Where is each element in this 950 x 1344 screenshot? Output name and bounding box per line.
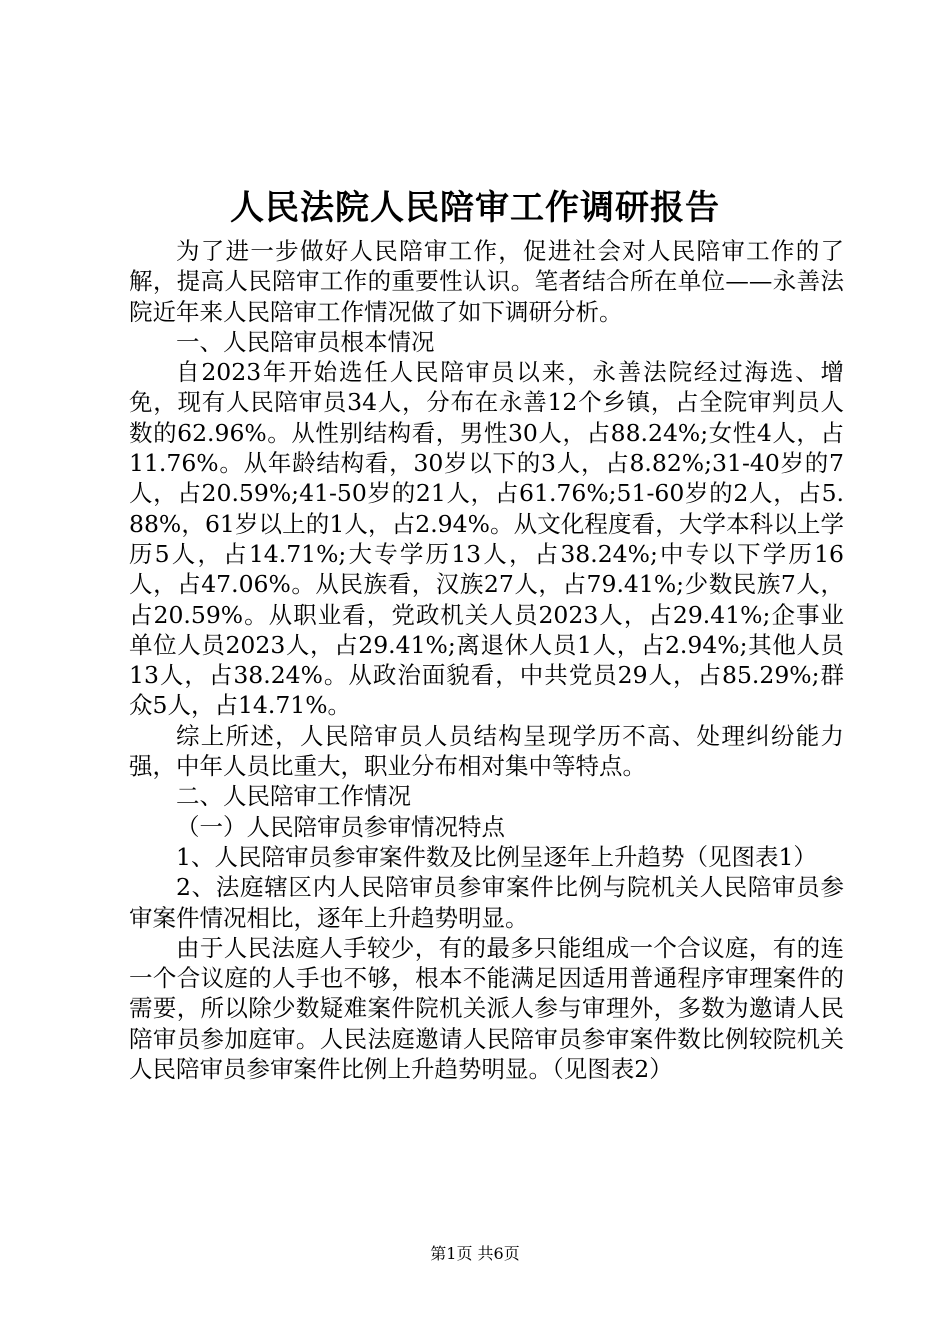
document-title: 人民法院人民陪审工作调研报告 [230,188,720,228]
intro-paragraph: 为了进一步做好人民陪审工作，促进社会对人民陪审工作的了解，提高人民陪审工作的重要性认识。笔者结合所在单位——永善法院近年来人民陪审工作情况做了如下调研分析。 [129,237,844,326]
point-1-paragraph: 1、人民陪审员参审案件数及比例呈逐年上升趋势（见图表1） [176,842,817,871]
court-staffing-paragraph: 由于人民法庭人手较少，有的最多只能组成一个合议庭，有的连一个合议庭的人手也不够，根本不能满足因适用普通程序审理案件的需要，所以除少数疑难案件院机关派人参与审理外，多数为邀请人民陪审员参加庭审。人民法庭邀请人民陪审员参审案件数比例较院机关人民陪审员参审案件比例上升趋势明显。（见图表2） [129,933,844,1084]
page-number-footer: 第1页 共6页 [430,1244,520,1263]
document-body [129,236,844,1084]
statistics-paragraph: 自2023年开始选任人民陪审员以来，永善法院经过海选、增免，现有人民陪审员34人，分布在永善12个乡镇，占全院审判员人数的62.96%。从性别结构看，男性30人，占88.24%;女性4人，占11.76%。从年龄结构看，30岁以下的3人，占8.82%;31-40岁的7人，占20.59%;41-50岁的21人，占61.76%;51-60岁的2人，占5.88%，61岁以上的1人，占2.94%。从文化程度看，大学本科以上学历5人，占14.71%;大专学历13人，占38.24%;中专以下学历16人，占47.06%。从民族看，汉族27人，占79.41%;少数民族7人，占20.59%。从职业看，党政机关人员2023人，占29.41%;企事业单位人员2023人，占29.41%;离退休人员1人，占2.94%;其他人员13人，占38.24%。从政治面貌看，中共党员29人，占85.29%;群众5人，占14.71%。 [129,358,844,720]
subsection-heading-1: （一）人民陪审员参审情况特点 [176,812,505,841]
point-2-paragraph: 2、法庭辖区内人民陪审员参审案件比例与院机关人民陪审员参审案件情况相比，逐年上升趋势明显。 [129,873,844,932]
section-heading-2: 二、人民陪审工作情况 [176,782,411,811]
summary-paragraph: 综上所述，人民陪审员人员结构呈现学历不高、处理纠纷能力强，中年人员比重大，职业分布相对集中等特点。 [129,721,844,781]
section-heading-1: 一、人民陪审员根本情况 [176,327,435,356]
